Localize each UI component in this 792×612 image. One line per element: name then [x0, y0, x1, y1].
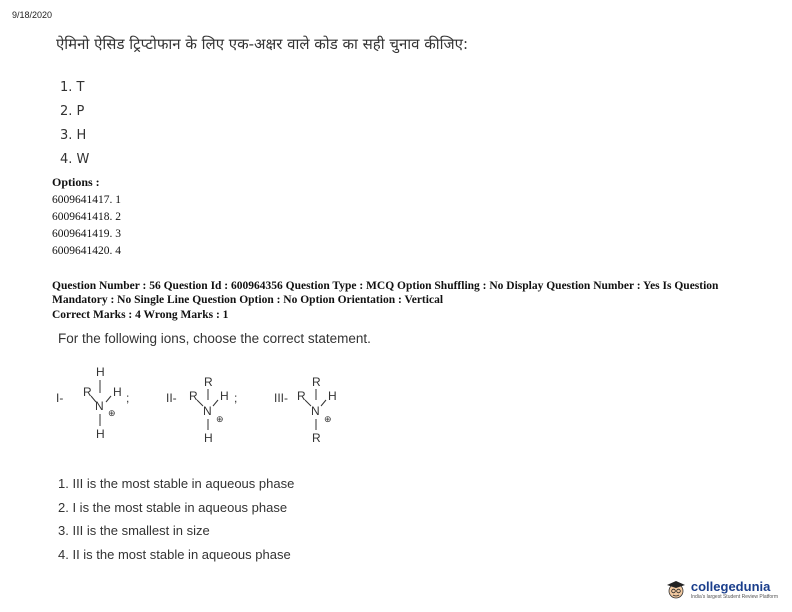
- hindi-option: 3. H: [60, 128, 87, 143]
- svg-text:N: N: [311, 404, 320, 418]
- option-id: 6009641418. 2: [52, 211, 121, 223]
- option-id: 6009641417. 1: [52, 194, 121, 206]
- svg-text:H: H: [220, 389, 229, 403]
- mascot-icon: [665, 578, 687, 600]
- svg-text:R: R: [312, 375, 321, 389]
- svg-text:N: N: [203, 404, 212, 418]
- svg-text:N: N: [95, 399, 104, 413]
- marks-line: Correct Marks : 4 Wrong Marks : 1: [52, 309, 229, 321]
- svg-text:H: H: [204, 431, 213, 445]
- answer-options-list: [58, 472, 294, 566]
- answer-option: 1. III is the most stable in aqueous phase: [58, 476, 295, 491]
- answer-option: 3. III is the smallest in size: [58, 523, 210, 538]
- hindi-options-list: [60, 76, 89, 172]
- svg-text:⊕: ⊕: [324, 414, 332, 424]
- svg-text:;: ;: [126, 391, 130, 405]
- collegedunia-logo: [665, 578, 778, 600]
- svg-text:R: R: [297, 389, 306, 403]
- svg-text:H: H: [113, 385, 122, 399]
- option-ids-list: [52, 192, 121, 260]
- svg-text:;: ;: [234, 391, 238, 405]
- question-stem: For the following ions, choose the correct statement.: [58, 331, 371, 346]
- question-meta: Question Number : 56 Question Id : 600964356 Question Type : MCQ Option Shuffling : No Display Question Number : Yes Is Question Mandatory : No Single Line Question Option : No Option Orientation : Vertical: [52, 280, 719, 306]
- hindi-option: 2. P: [60, 104, 85, 119]
- svg-text:R: R: [312, 431, 321, 445]
- ion-structure-3: [274, 375, 337, 445]
- options-heading: Options :: [52, 175, 100, 189]
- option-id: 6009641420. 4: [52, 245, 121, 257]
- logo-name: collegedunia: [690, 578, 771, 594]
- svg-text:H: H: [328, 389, 337, 403]
- svg-text:R: R: [204, 375, 213, 389]
- svg-text:⊕: ⊕: [108, 408, 116, 418]
- logo-tagline: India's largest Student Review Platform: [690, 593, 778, 600]
- answer-option: 2. I is the most stable in aqueous phase: [58, 499, 288, 515]
- ion-structure-1: [56, 366, 129, 441]
- question-hindi-text: ऐमिनो ऐसिड ट्रिप्टोफान के लिए एक-अक्षर वाले कोड का सही चुनाव कीजिए:: [56, 35, 469, 53]
- svg-text:H: H: [96, 427, 105, 441]
- answer-option: 4. II is the most stable in aqueous phase: [58, 546, 291, 562]
- ion-structures: [56, 366, 376, 452]
- svg-text:H: H: [96, 366, 105, 379]
- print-date: 9/18/2020: [12, 10, 53, 20]
- option-id: 6009641419. 3: [52, 228, 121, 240]
- svg-text:R: R: [189, 389, 198, 403]
- ion-label-1: I-: [56, 391, 64, 405]
- ion-label-2: II-: [166, 391, 177, 405]
- hindi-option: 1. T: [60, 80, 85, 95]
- svg-text:R: R: [83, 385, 92, 399]
- hindi-option: 4. W: [60, 152, 90, 167]
- svg-text:⊕: ⊕: [216, 414, 224, 424]
- ion-structure-2: [166, 375, 237, 445]
- ion-label-3: III-: [274, 391, 288, 405]
